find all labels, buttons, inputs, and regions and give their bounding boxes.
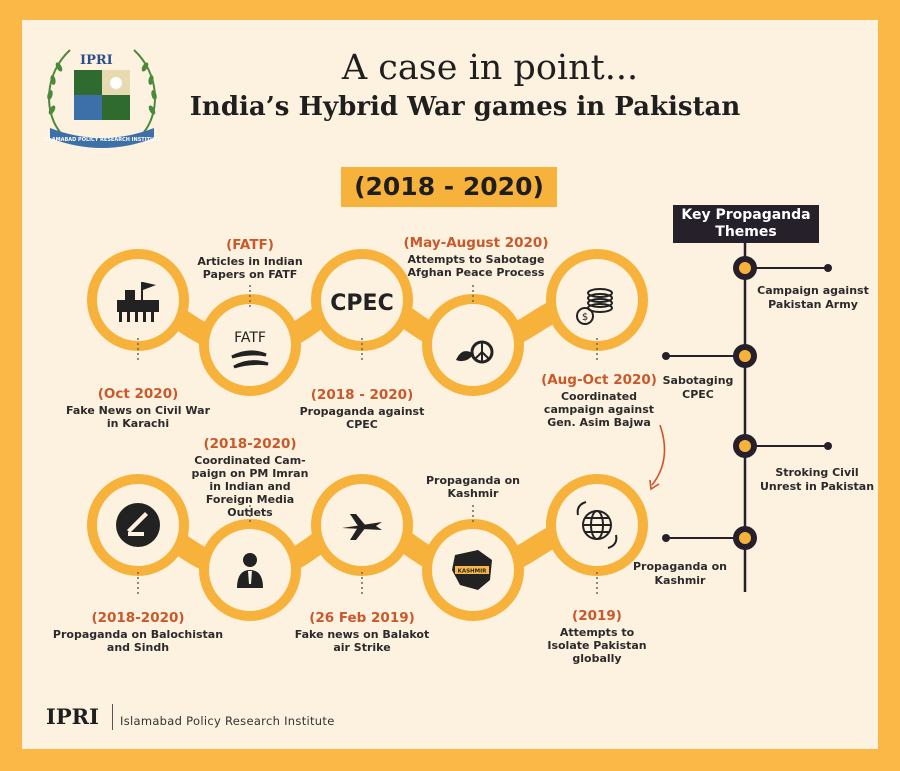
- event-date: (FATF): [226, 237, 274, 253]
- svg-text:IPRI: IPRI: [80, 53, 113, 68]
- svg-text:FATF: FATF: [234, 330, 266, 346]
- event-text: Propaganda against CPEC: [299, 405, 425, 431]
- cpec-icon: [330, 291, 393, 316]
- event-text: Propaganda on Balochistan and Sindh: [52, 628, 224, 654]
- theme-army: Campaign against Pakistan Army: [757, 284, 869, 311]
- svg-text:$: $: [581, 312, 589, 323]
- event-date: (2018 - 2020): [310, 387, 414, 403]
- event-balochistan: [50, 610, 226, 654]
- event-oct-2020: [60, 386, 216, 430]
- event-cpec: [292, 387, 432, 431]
- event-text: Articles in Indian Papers on FATF: [197, 255, 303, 281]
- page-title: A case in point...: [341, 48, 639, 88]
- logo-emblem-text: ISLAMABAD POLICY RESEARCH INSTITUTE: [43, 137, 161, 143]
- balochistan-icon: [116, 503, 160, 547]
- event-afghan-peace: [398, 235, 554, 279]
- key-themes-heading: Key Propaganda Themes: [673, 205, 819, 243]
- event-date: (Aug-Oct 2020): [541, 372, 657, 388]
- event-fatf: [178, 237, 322, 281]
- svg-text:KASHMIR: KASHMIR: [457, 568, 487, 575]
- event-date: (2018-2020): [91, 610, 185, 626]
- event-text: Fake news on Balakot air Strike: [294, 628, 430, 654]
- footer-logo-mark: IPRI: [46, 704, 99, 729]
- event-text: Coordinated Cam-paign on PM Imran in Indian and Foreign Media Outlets: [191, 454, 309, 519]
- period-badge: (2018 - 2020): [341, 167, 557, 207]
- event-date: (2019): [572, 608, 622, 624]
- theme-civil-unrest: Stroking Civil Unrest in Pakistan: [759, 466, 875, 493]
- footer-institute-name: Islamabad Policy Research Institute: [120, 714, 335, 728]
- event-text: Fake News on Civil War in Karachi: [66, 404, 210, 430]
- theme-kashmir: Propaganda on Kashmir: [633, 560, 727, 587]
- event-bajwa: [540, 372, 658, 429]
- event-date: (May-August 2020): [403, 235, 549, 251]
- event-pm-imran: [186, 436, 314, 519]
- svg-text:CPEC: CPEC: [330, 291, 394, 316]
- event-text: Attempts to Sabotage Afghan Peace Process: [407, 253, 545, 279]
- flow-arrow: [652, 425, 665, 485]
- event-text: Attempts to Isolate Pakistan globally: [547, 626, 647, 665]
- event-date: (26 Feb 2019): [309, 610, 415, 626]
- event-kashmir: [418, 474, 528, 500]
- event-date: (2018-2020): [203, 436, 297, 452]
- event-balakot: [292, 610, 432, 654]
- event-text: Coordinated campaign against Gen. Asim Bajwa: [543, 390, 655, 429]
- page-subtitle: India’s Hybrid War games in Pakistan: [189, 92, 741, 122]
- footer-divider: [112, 704, 113, 730]
- theme-cpec: Sabotaging CPEC: [662, 374, 734, 401]
- event-text: Propaganda on Kashmir: [426, 474, 520, 500]
- event-date: (Oct 2020): [97, 386, 179, 402]
- event-isolate: [544, 608, 650, 665]
